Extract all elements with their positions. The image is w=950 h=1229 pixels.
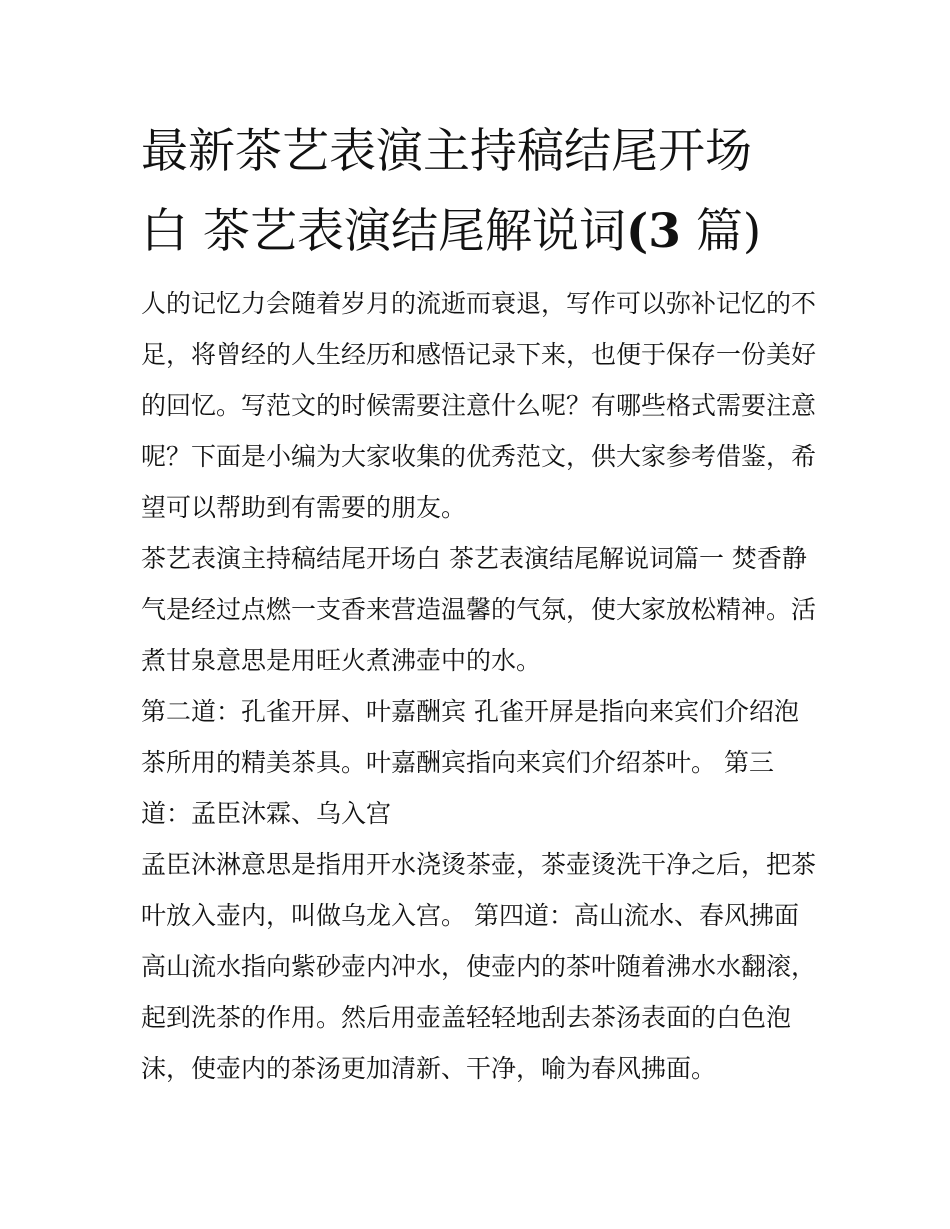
title-line-1: 最新茶艺表演主持稿结尾开场 (141, 124, 752, 179)
body-line: 叶放入壶内，叫做乌龙入宫。 第四道：高山流水、春风拂面 (141, 901, 799, 930)
body-line: 起到洗茶的作用。然后用壶盖轻轻地刮去茶汤表面的白色泡 (141, 1003, 792, 1032)
body-line: 道：孟臣沐霖、乌入宫 (141, 799, 392, 828)
body-line: 人的记忆力会随着岁月的流逝而衰退，写作可以弥补记忆的不 (141, 289, 817, 318)
body-line: 沫，使壶内的茶汤更加清新、干净，喻为春风拂面。 (141, 1054, 717, 1083)
body-line: 第二道：孔雀开屏、叶嘉酬宾 孔雀开屏是指向来宾们介绍泡 (141, 697, 799, 726)
body-line: 呢？下面是小编为大家收集的优秀范文，供大家参考借鉴，希 (141, 442, 817, 471)
body-line: 的回忆。写范文的时候需要注意什么呢？有哪些格式需要注意 (141, 391, 817, 420)
body-line: 高山流水指向紫砂壶内冲水，使壶内的茶叶随着沸水水翻滚， (141, 952, 817, 981)
body-line: 望可以帮助到有需要的朋友。 (141, 493, 467, 522)
body-line: 足，将曾经的人生经历和感悟记录下来，也便于保存一份美好 (141, 340, 817, 369)
body-line: 茶艺表演主持稿结尾开场白 茶艺表演结尾解说词篇一 焚香静 (141, 544, 807, 573)
title-line-2-end: 篇) (680, 204, 762, 259)
title-line-2 (141, 204, 761, 259)
document-title (141, 112, 831, 272)
title-line-2-text: 白 茶艺表演结尾解说词 (141, 204, 626, 259)
body-line: 煮甘泉意思是用旺火煮沸壶中的水。 (141, 646, 542, 675)
body-line: 气是经过点燃一支香来营造温馨的气氛，使大家放松精神。活 (141, 595, 817, 624)
document-body (141, 278, 821, 1094)
body-line: 茶所用的精美茶具。叶嘉酬宾指向来宾们介绍茶叶。 第三 (141, 748, 774, 777)
title-line-2-number: (3 (625, 204, 681, 259)
body-line: 孟臣沐淋意思是指用开水浇烫茶壶，茶壶烫洗干净之后，把茶 (141, 850, 817, 879)
